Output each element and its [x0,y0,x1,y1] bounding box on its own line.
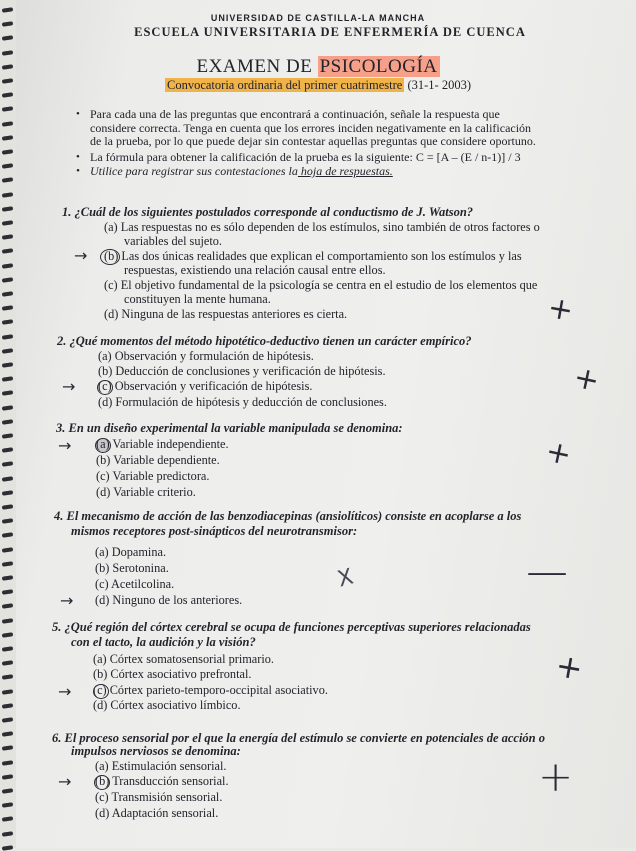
question-4-text-line-1: 4. El mecanismo de acción de las benzodiacepinas (ansiolíticos) consiste en acoplarse a los [54,509,522,523]
binding-ring [2,92,13,97]
instruction-3-text: Utilice para registrar sus contestaciones la [90,164,298,178]
q2-option-a: (a) Observación y formulación de hipótesis. [98,349,314,363]
q3-option-a: (a) Variable independiente. [96,437,229,451]
binding-ring [2,675,13,680]
binding-ring [2,234,13,239]
binding-ring [2,746,13,751]
question-2-text: 2. ¿Qué momentos del método hipotético-deductivo tienen un carácter empírico? [57,334,472,348]
binding-ring [2,589,13,594]
q3-option-c: (c) Variable predictora. [96,469,210,483]
q1-option-a-line-2: variables del sujeto. [124,234,223,248]
q2-option-d: (d) Formulación de hipótesis y deducción de conclusiones. [98,395,387,409]
bullet: • [76,151,80,163]
binding-ring [2,561,13,566]
handwritten-arrow-icon: → [58,772,72,791]
binding-ring [2,419,13,424]
binding-ring [2,802,13,807]
instruction-1 [76,107,600,149]
binding-ring [2,391,13,396]
binding-ring [2,618,13,623]
binding-ring [2,362,13,367]
q3-option-d: (d) Variable criterio. [96,485,196,499]
binding-ring [2,206,13,211]
q1-option-c-line-2: constituyen la mente humana. [124,292,271,306]
instruction-2-text: La fórmula para obtener la calificación de la prueba es la siguiente: C = [A – (E / n-1)] / 3 [90,150,521,164]
handwritten-arrow-icon: → [74,246,88,265]
binding-ring [2,604,13,609]
instruction-1-line-2: considere correcta. Tenga en cuenta que los errores inciden negativamente en la calificación [90,120,532,135]
handwritten-arrow-icon: → [58,682,72,701]
university-name: UNIVERSIDAD DE CASTILLA-LA MANCHA [210,13,426,23]
binding-ring [2,447,13,452]
binding-ring [2,817,13,822]
binding-ring [2,717,13,722]
q1-option-c-line-1: (c) El objetivo fundamental de la psicología se centra en el estudio de los elementos que [104,278,538,292]
binding-ring [2,348,13,353]
binding-ring [2,504,13,509]
q3-option-b: (b) Variable dependiente. [96,453,220,467]
q5-option-a: (a) Córtex somatosensorial primario. [93,652,274,666]
binding-ring [2,660,13,665]
binding-ring [2,632,13,637]
question-1-text: 1. ¿Cuál de los siguientes postulados corresponde al conductismo de J. Watson? [62,205,474,219]
binding-ring [2,163,13,168]
handwritten-cross-mark: + [570,359,603,400]
q2-option-b: (b) Deducción de conclusiones y verificación de hipótesis. [98,364,386,378]
handwritten-cross-mark: + [545,290,576,329]
binding-ring [2,476,13,481]
binding-ring [2,320,13,325]
handwritten-cross-mark: + [538,752,574,801]
convocatoria-label: Convocatoria ordinaria del primer cuatrimestre [167,78,403,92]
binding-ring [2,263,13,268]
binding-ring [2,433,13,438]
binding-ring [2,731,13,736]
exam-subject: PSICOLOGÍA [319,56,438,77]
binding-ring [2,7,13,12]
binding-ring [2,277,13,282]
handwritten-cross-mark: + [552,645,586,689]
q6-option-d: (d) Adaptación sensorial. [95,806,219,820]
question-5-text-line-1: 5. ¿Qué región del córtex cerebral se ocupa de funciones perceptivas superiores relacionadas [52,620,531,634]
q5-option-d: (d) Córtex asociativo límbico. [93,698,241,712]
binding-ring [2,575,13,580]
binding-ring [2,462,13,467]
binding-ring [2,121,13,126]
handwritten-arrow-icon: → [58,436,72,455]
binding-ring [2,291,13,296]
q4-option-a: (a) Dopamina. [95,545,167,559]
exam-title-prefix: EXAMEN DE [196,56,318,77]
binding-ring [2,774,13,779]
q5-option-c: (c) Córtex parieto-temporo-occipital asociativo. [93,683,328,697]
handwritten-arrow-icon: → [62,377,76,396]
handwritten-arrow-icon: → [60,591,74,610]
q1-option-d: (d) Ninguna de las respuestas anteriores es cierta. [104,307,348,321]
answer-sheet-link-text: hoja de respuestas. [297,164,393,178]
binding-ring [2,305,13,310]
binding-ring [2,788,13,793]
q5-option-b: (b) Córtex asociativo prefrontal. [93,667,252,681]
q4-option-d: (d) Ninguno de los anteriores. [95,593,243,607]
question-6-text-line-1: 6. El proceso sensorial por el que la energía del estímulo se convierte en potenciales de acción o [52,731,546,745]
instruction-1-line-3: de la prueba, por lo que puede dejar sin contestar aquellas preguntas que considere oportuno. [90,134,536,148]
binding-ring [2,490,13,495]
q6-option-c: (c) Transmisión sensorial. [95,790,223,804]
q4-option-b: (b) Serotonina. [95,561,169,575]
binding-ring [2,149,13,154]
spiral-binding [0,0,16,848]
q1-option-b-line-1: (b) Las dos únicas realidades que explican el comportamiento son los estímulos y las [104,249,522,263]
binding-ring [2,178,13,183]
binding-ring [2,831,13,836]
binding-ring [2,689,13,694]
binding-ring [2,107,13,112]
binding-ring [2,249,13,254]
binding-ring [2,518,13,523]
answer-circle-icon [97,380,113,395]
binding-ring [2,334,13,339]
bullet: • [76,108,80,120]
answer-circle-icon [100,249,120,265]
q6-option-a: (a) Estimulación sensorial. [95,759,227,773]
binding-ring [2,703,13,708]
handwritten-scribble-mark: X [335,564,357,593]
binding-ring [2,547,13,552]
school-name: ESCUELA UNIVERSITARIA DE ENFERMERÍA DE CUENCA [134,25,526,39]
bullet: • [76,165,80,177]
q4-option-c: (c) Acetilcolina. [95,577,175,591]
question-5-text-line-2: con el tacto, la audición y la visión? [71,635,256,649]
instruction-2 [76,150,600,165]
convocatoria-line [0,78,636,93]
exam-date: (31-1- 2003) [404,78,471,92]
binding-ring [2,192,13,197]
handwritten-cross-mark: + [542,433,575,474]
q6-option-b: (b) Transducción sensorial. [95,774,229,788]
binding-ring [2,220,13,225]
binding-ring [2,50,13,55]
q1-option-a-line-1: (a) Las respuestas no es sólo dependen de los estímulos, sino también de otros factores o [104,220,540,234]
question-3-text: 3. En un diseño experimental la variable manipulada se denomina: [56,421,403,435]
handwritten-dash-mark: — [526,558,568,588]
binding-ring [2,533,13,538]
answer-circle-icon [94,775,110,790]
binding-ring [2,135,13,140]
question-4-text-line-2: mismos receptores post-sinápticos del neurotransmisor: [71,524,358,538]
q2-option-c: (c) Observación y verificación de hipótesis. [98,379,313,393]
answer-circle-icon [93,684,109,699]
instruction-3 [76,164,600,179]
q1-option-b-line-2: respuestas, existiendo una relación causal entre ellos. [124,263,386,277]
instruction-1-line-1: Para cada una de las preguntas que encontrará a continuación, señale la respuesta que [90,107,500,121]
answer-circle-icon [95,438,111,453]
exam-title [0,56,636,78]
binding-ring [2,760,13,765]
binding-ring [2,376,13,381]
binding-ring [2,646,13,651]
binding-ring [2,405,13,410]
question-6-text-line-2: impulsos nerviosos se denomina: [71,744,241,758]
